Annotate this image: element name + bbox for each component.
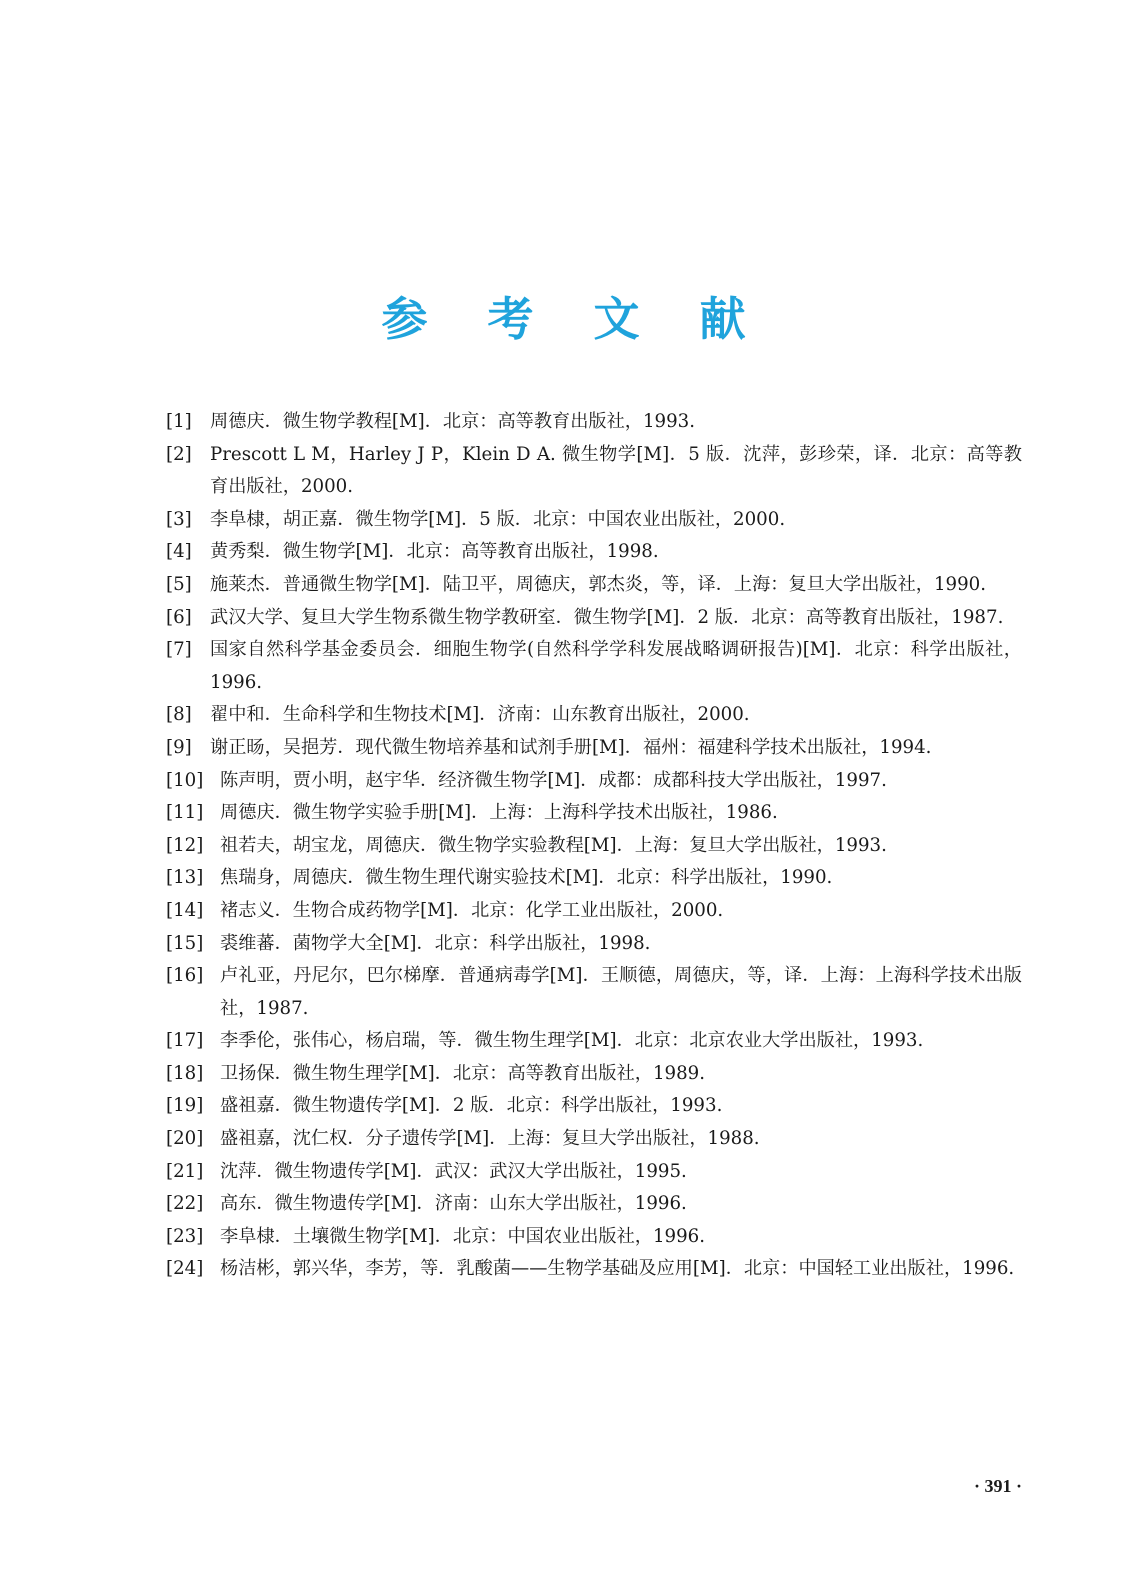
reference-text: 沈萍．微生物遗传学[M]．武汉：武汉大学出版社，1995. (220, 1160, 687, 1182)
reference-item (166, 504, 1022, 537)
reference-text: 黄秀梨．微生物学[M]．北京：高等教育出版社，1998. (210, 541, 659, 563)
reference-number: [22] (166, 1193, 204, 1215)
reference-text: 裘维蕃．菌物学大全[M]．北京：科学出版社，1998. (220, 932, 651, 954)
reference-item (166, 569, 1022, 602)
reference-item (166, 960, 1022, 1025)
reference-item (166, 406, 1022, 439)
reference-text: 周德庆．微生物学实验手册[M]．上海：上海科学技术出版社，1986. (220, 802, 778, 824)
reference-number: [15] (166, 932, 204, 954)
reference-number: [1] (166, 411, 192, 432)
reference-item (166, 1253, 1022, 1286)
page-title: 参 考 文 献 (381, 292, 768, 346)
reference-list (166, 406, 1022, 1286)
reference-text: 盛祖嘉．微生物遗传学[M]．2 版．北京：科学出版社，1993. (220, 1095, 723, 1117)
reference-item (166, 699, 1022, 732)
reference-item (166, 732, 1022, 765)
reference-text: 翟中和．生命科学和生物技术[M]．济南：山东教育出版社，2000. (210, 704, 750, 726)
reference-item (166, 1025, 1022, 1058)
reference-item (166, 536, 1022, 569)
reference-item (166, 928, 1022, 961)
reference-number: [5] (166, 573, 192, 595)
reference-text: 武汉大学、复旦大学生物系微生物学教研室．微生物学[M]．2 版．北京：高等教育出版社，1987. (210, 606, 1004, 628)
reference-text: 李季伦，张伟心，杨启瑞，等．微生物生理学[M]．北京：北京农业大学出版社，1993. (220, 1030, 924, 1052)
reference-number: [18] (166, 1062, 204, 1084)
reference-number: [2] (166, 443, 192, 465)
reference-number: [19] (166, 1095, 204, 1117)
reference-number: [11] (166, 802, 204, 824)
reference-number: [24] (166, 1258, 204, 1280)
reference-item (166, 1058, 1022, 1091)
reference-number: [21] (166, 1160, 204, 1182)
reference-item (166, 862, 1022, 895)
reference-number: [10] (166, 769, 204, 791)
reference-item (166, 797, 1022, 830)
reference-number: [8] (166, 704, 192, 726)
reference-number: [16] (166, 965, 204, 987)
reference-number: [6] (166, 606, 192, 628)
reference-text: 焦瑞身，周德庆．微生物生理代谢实验技术[M]．北京：科学出版社，1990. (220, 867, 833, 889)
reference-number: [12] (166, 834, 204, 856)
reference-text: 李阜棣．土壤微生物学[M]．北京：中国农业出版社，1996. (220, 1225, 706, 1247)
reference-number: [14] (166, 899, 204, 921)
reference-text: 杨洁彬，郭兴华，李芳，等．乳酸菌——生物学基础及应用[M]．北京：中国轻工业出版社，1996. (220, 1258, 1015, 1280)
reference-text: 陈声明，贾小明，赵宇华．经济微生物学[M]．成都：成都科技大学出版社，1997. (220, 769, 887, 791)
reference-text: 施莱杰．普通微生物学[M]．陆卫平，周德庆，郭杰炎，等，译．上海：复旦大学出版社，1990. (210, 573, 987, 595)
reference-text: 周德庆．微生物学教程[M]．北京：高等教育出版社，1993. (210, 411, 696, 432)
reference-number: [3] (166, 508, 192, 530)
reference-number: [23] (166, 1225, 204, 1247)
reference-item (166, 765, 1022, 798)
reference-item (166, 1090, 1022, 1123)
reference-number: [4] (166, 541, 192, 563)
reference-item (166, 1123, 1022, 1156)
reference-text: 卢礼亚，丹尼尔，巴尔梯摩．普通病毒学[M]．王顺德，周德庆，等，译．上海：上海科学技术出版社，1987. (220, 965, 1022, 1019)
reference-text: 祖若夫，胡宝龙，周德庆．微生物学实验教程[M]．上海：复旦大学出版社，1993. (220, 834, 887, 856)
reference-text: 卫扬保．微生物生理学[M]．北京：高等教育出版社，1989. (220, 1062, 706, 1084)
reference-text: 国家自然科学基金委员会．细胞生物学(自然科学学科发展战略调研报告)[M]．北京：科学出版社，1996. (210, 639, 1022, 693)
reference-text: 盛祖嘉，沈仁权．分子遗传学[M]．上海：复旦大学出版社，1988. (220, 1128, 760, 1150)
reference-item (166, 895, 1022, 928)
reference-number: [13] (166, 867, 204, 889)
reference-text: 李阜棣，胡正嘉．微生物学[M]．5 版．北京：中国农业出版社，2000. (210, 508, 786, 530)
reference-item (166, 1188, 1022, 1221)
reference-text: 高东．微生物遗传学[M]．济南：山东大学出版社，1996. (220, 1193, 687, 1215)
reference-number: [17] (166, 1030, 204, 1052)
reference-item (166, 634, 1022, 699)
reference-item (166, 1156, 1022, 1189)
reference-number: [9] (166, 736, 192, 758)
reference-item (166, 830, 1022, 863)
page-number: · 391 · (973, 1476, 1022, 1496)
reference-number: [20] (166, 1128, 204, 1150)
reference-item (166, 602, 1022, 635)
reference-text: Prescott L M，Harley J P，Klein D A. 微生物学[M]．5 版．沈萍，彭珍荣，译．北京：高等教育出版社，2000. (210, 443, 1022, 498)
reference-item (166, 1221, 1022, 1254)
reference-text: 褚志义．生物合成药物学[M]．北京：化学工业出版社，2000. (220, 899, 724, 921)
reference-item (166, 439, 1022, 504)
reference-text: 谢正旸，吴挹芳．现代微生物培养基和试剂手册[M]．福州：福建科学技术出版社，1994. (210, 736, 932, 758)
reference-number: [7] (166, 639, 192, 661)
